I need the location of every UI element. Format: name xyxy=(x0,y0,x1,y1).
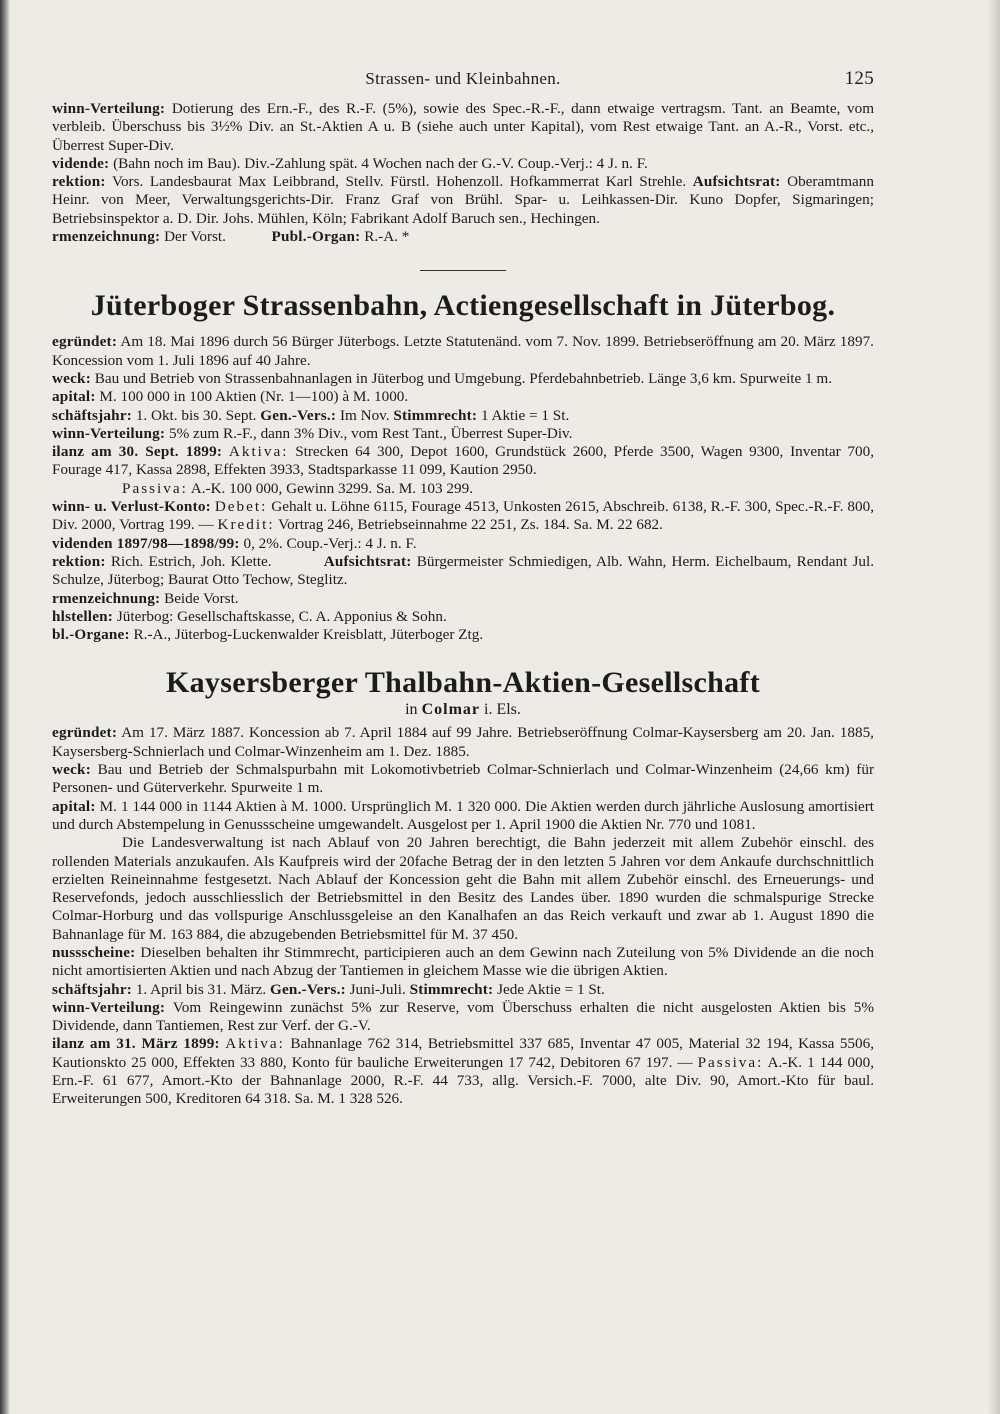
prev-dividende xyxy=(52,155,874,173)
field-label: Publ.-Organ: xyxy=(271,228,361,246)
kredit-label: Kredit: xyxy=(217,516,275,534)
field-text: Dotierung des Ern.-F., des R.-F. (5%), sowie des Spec.-R.-F., dann etwaige vertragsm. Tant. an Beamte, vom verbleib. Überschuss bis 3½% Div. an St.-Aktien A u. B (siehe auch unter Kapital), vom Rest etwaige Tant. an A.-R., Vorst. etc., Überrest Super-Div. xyxy=(52,100,875,154)
field-label: Gen.-Vers.: xyxy=(260,406,337,424)
prev-direktion xyxy=(52,173,874,228)
previous-entry xyxy=(52,100,874,246)
field-label: Stimmrecht: xyxy=(393,406,478,424)
field-text: Vortrag 246, Betriebseinnahme 22 251, Zs. 184. Sa. M. 22 682. xyxy=(278,516,663,534)
subtitle-rest: i. Els. xyxy=(484,701,521,719)
field-text: Beide Vorst. xyxy=(164,589,239,607)
field-text: Jede Aktie = 1 St. xyxy=(497,980,605,998)
scan-shadow-left xyxy=(0,0,10,1414)
field-text: Vom Reingewinn zunächst 5% zur Reserve, vom Überschuss erhalten die nicht ausgelosten Aktien bis 5% Dividende, dann Tantiemen, Rest zur Verf. der G.-V. xyxy=(52,998,874,1035)
field-gewinn-verteilung xyxy=(52,999,874,1036)
field-zahlstellen xyxy=(52,608,874,626)
prev-gewinn xyxy=(52,100,874,155)
field-label: egründet: xyxy=(52,724,118,742)
field-text: M. 100 000 in 100 Aktien (Nr. 1—100) à M. 1000. xyxy=(99,388,409,406)
field-gewinn-verteilung xyxy=(52,425,874,443)
field-text: Strecken 64 300, Depot 1600, Grundstück 2600, Pferde 3500, Wagen 9300, Inventar 700, Fourage 417, Kassa 2898, Effekten 3933, Stadtsparkasse 11 099, Kaution 2950. xyxy=(52,443,875,479)
field-genussscheine xyxy=(52,944,874,981)
company-subtitle xyxy=(52,700,874,720)
field-label: Stimmrecht: xyxy=(409,980,494,998)
field-gegruendet xyxy=(52,724,874,761)
aktiva-label: Aktiva: xyxy=(228,443,289,461)
field-text: Bau und Betrieb der Schmalspurbahn mit Lokomotivbetrieb Colmar-Schnierlach und Colmar-Winzenheim (24,66 km) für Personen- und Güterverkehr. Spurweite 1 m. xyxy=(52,761,874,797)
page-header xyxy=(52,70,874,100)
field-label: ilanz am 30. Sept. 1899: xyxy=(52,443,223,461)
field-bilanz xyxy=(52,1035,874,1108)
company-title: Kaysersberger Thalbahn-Aktien-Gesellschaft xyxy=(166,666,760,700)
field-text: 1 Aktie = 1 St. xyxy=(480,406,570,424)
field-label: apital: xyxy=(52,797,96,815)
debet-label: Debet: xyxy=(214,498,268,516)
field-label: ilanz am 31. März 1899: xyxy=(52,1035,220,1053)
field-label: Gen.-Vers.: xyxy=(269,980,346,998)
field-label: winn-Verteilung: xyxy=(52,998,166,1016)
field-label: weck: xyxy=(52,761,91,779)
field-text: R.-A. * xyxy=(364,228,410,246)
field-label: hlstellen: xyxy=(52,607,114,625)
field-text: 0, 2%. Coup.-Verj.: 4 J. n. F. xyxy=(243,534,417,552)
field-label: egründet: xyxy=(52,333,118,351)
field-kapital xyxy=(52,388,874,406)
field-label: Aufsichtsrat: xyxy=(323,552,412,570)
page-number: 125 xyxy=(844,68,874,89)
field-text: (Bahn noch im Bau). Div.-Zahlung spät. 4 Wochen nach der G.-V. Coup.-Verj.: 4 J. n. F. xyxy=(113,154,648,172)
subtitle-city: Colmar xyxy=(421,701,480,719)
field-text: Dieselben behalten ihr Stimmrecht, participieren auch an dem Gewinn nach Zuteilung von 5% Dividende an die noch nicht amortisierten Aktien und nach Abzug der Tantiemen in gleichem Masse wie die übrigen Aktien. xyxy=(52,943,874,980)
field-text: Am 17. März 1887. Koncession ab 7. April 1884 auf 99 Jahre. Betriebseröffnung Colmar-Kaysersberg am 20. Jan. 1885, Kaysersberg-Schnierlach und Colmar-Winzenheim am 1. Dez. 1885. xyxy=(52,724,874,760)
field-gewinn-verlust xyxy=(52,498,874,535)
field-label: winn-Verteilung: xyxy=(52,100,166,117)
field-label: winn-Verteilung: xyxy=(52,424,166,442)
field-text: Bahnanlage 762 314, Betriebsmittel 337 685, Inventar 47 005, Material 32 194, Kassa 5506, Kautionskto 25 000, Effekten 33 880, Konto für bauliche Erweiterungen 17 742, Debitoren 67 197. — xyxy=(52,1035,875,1071)
field-direktion xyxy=(52,553,874,590)
field-label: Aufsichtsrat: xyxy=(692,173,781,191)
field-label: winn- u. Verlust-Konto: xyxy=(52,498,211,516)
field-label: apital: xyxy=(52,388,96,406)
aktiva-label: Aktiva: xyxy=(225,1035,285,1053)
field-text: Rich. Estrich, Joh. Klette. xyxy=(110,552,272,570)
field-text: Juni-Juli. xyxy=(349,980,406,998)
field-label: rmenzeichnung: xyxy=(52,589,161,607)
field-text: R.-A., Jüterbog-Luckenwalder Kreisblatt, Jüterboger Ztg. xyxy=(133,626,484,644)
field-text: Bürgermeister Schmiedigen, Alb. Wahn, Herm. Eichelbaum, Rendant Jul. Schulze, Jüterbog; Baurat Otto Techow, Steglitz. xyxy=(52,552,875,589)
field-label: rmenzeichnung: xyxy=(52,228,161,246)
page xyxy=(52,70,874,1109)
field-text: Jüterbog: Gesellschaftskasse, C. A. Apponius & Sohn. xyxy=(116,607,447,625)
field-passiva xyxy=(52,480,874,498)
field-text: 1. April bis 31. März. xyxy=(135,980,267,998)
separator-rule xyxy=(420,270,506,271)
field-geschaeftsjahr xyxy=(52,981,874,999)
field-zweck xyxy=(52,370,874,388)
field-text: Der Vorst. xyxy=(164,228,226,246)
field-label: schäftsjahr: xyxy=(52,406,133,424)
subtitle-in: in xyxy=(405,701,418,719)
field-label: schäftsjahr: xyxy=(52,980,133,998)
field-label: bl.-Organe: xyxy=(52,626,130,644)
field-zweck xyxy=(52,761,874,798)
field-gegruendet xyxy=(52,333,874,370)
field-text: Im Nov. xyxy=(339,406,390,424)
field-label: nussscheine: xyxy=(52,943,136,961)
field-label: weck: xyxy=(52,369,91,387)
field-bilanz xyxy=(52,443,874,480)
field-label: videnden 1897/98—1898/99: xyxy=(52,534,240,552)
field-kapital xyxy=(52,798,874,835)
passiva-label: Passiva: xyxy=(697,1053,764,1071)
field-firmenzeichnung xyxy=(52,590,874,608)
field-label: rektion: xyxy=(52,173,106,191)
field-text: Oberamtmann Heinr. von Meer, Verwaltungsgerichts-Dir. Franz Graf von Brühl. Spar- u. Leihkassen-Dir. Kuno Dopfer, Sigmaringen; Betriebsinspektor a. D. Dir. Johs. Mühlen, Köln; Fabrikant Adolf Baruch sen., Hechingen. xyxy=(52,173,874,227)
field-text: Gehalt u. Löhne 6115, Fourage 4513, Unkosten 2615, Abschreib. 6138, R.-F. 300, Spec.-R.-F. 800, Div. 2000, Vortrag 199. — xyxy=(52,498,875,534)
field-publ-organe xyxy=(52,626,874,644)
scan-shadow-right xyxy=(988,0,1000,1414)
field-text: A.-K. 1 144 000, Ern.-F. 61 677, Amort.-Kto der Bahnanlage 2000, R.-F. 44 733, allg. Versich.-F. 7000, alte Div. 90, Amort.-Kto für baul. Erweiterungen 500, Kreditoren 64 318. Sa. M. 1 328 526. xyxy=(52,1053,875,1108)
field-text: 1. Okt. bis 30. Sept. xyxy=(135,406,257,424)
field-kapital-paragraph: Die Landesverwaltung ist nach Ablauf von 20 Jahren berechtigt, die Bahn jederzeit mit allem Zubehör einschl. des rollenden Materials anzukaufen. Als Kaufpreis wird der 20fache Betrag der in den letzten 5 Jahren vor dem Ankaufe durchschnittlich erzielten Reineinnahme festgesetzt. Nach Ablauf der Koncession geht die Bahn mit allem Zubehör einschl. des Erneuerungs- und Reservefonds, jedoch ausschliesslich der Betriebsmittel in den Besitz des Landes über. 1890 wurden die schmalspurige Strecke Colmar-Horburg und das vollspurige Anschlussgeleise an den Kanalhafen an das Reich verkauft und zwar ab 1. August 1890 die Bahnanlage für M. 163 884, die abzugebenden Betriebsmittel für M. 37 450. xyxy=(52,834,874,943)
field-text: 5% zum R.-F., dann 3% Div., vom Rest Tant., Überrest Super-Div. xyxy=(168,424,573,442)
prev-firma xyxy=(52,228,874,246)
company-entry-kaysersberg xyxy=(52,666,874,1108)
field-text: M. 1 144 000 in 1144 Aktien à M. 1000. Ursprünglich M. 1 320 000. Die Aktien werden durch jährliche Auslosung amortisiert und durch Abstempelung in Genussscheine umgewandelt. Ausgelost per 1. April 1900 die Aktien Nr. 770 und 1081. xyxy=(52,797,875,833)
company-title: Jüterboger Strassenbahn, Actiengesellschaft in Jüterbog. xyxy=(90,289,836,323)
field-text: Am 18. Mai 1896 durch 56 Bürger Jüterbogs. Letzte Statutenänd. vom 7. Nov. 1899. Betriebseröffnung am 20. März 1897. Koncession vom 1. Juli 1896 auf 40 Jahre. xyxy=(52,333,874,369)
field-text: Bau und Betrieb von Strassenbahnanlagen in Jüterbog und Umgebung. Pferdebahnbetrieb. Länge 3,6 km. Spurweite 1 m. xyxy=(94,369,833,387)
field-label: rektion: xyxy=(52,552,106,570)
company-entry-jueterbog xyxy=(52,289,874,644)
field-dividenden xyxy=(52,535,874,553)
running-title: Strassen- und Kleinbahnen. xyxy=(365,69,561,88)
field-text: A.-K. 100 000, Gewinn 3299. Sa. M. 103 299. xyxy=(190,479,473,497)
passiva-label: Passiva: xyxy=(122,479,188,497)
field-text: Vors. Landesbaurat Max Leibbrand, Stellv. Fürstl. Hohenzoll. Hofkammerrat Karl Strehle. xyxy=(111,173,687,191)
field-label: vidende: xyxy=(52,154,110,172)
field-geschaeftsjahr xyxy=(52,407,874,425)
